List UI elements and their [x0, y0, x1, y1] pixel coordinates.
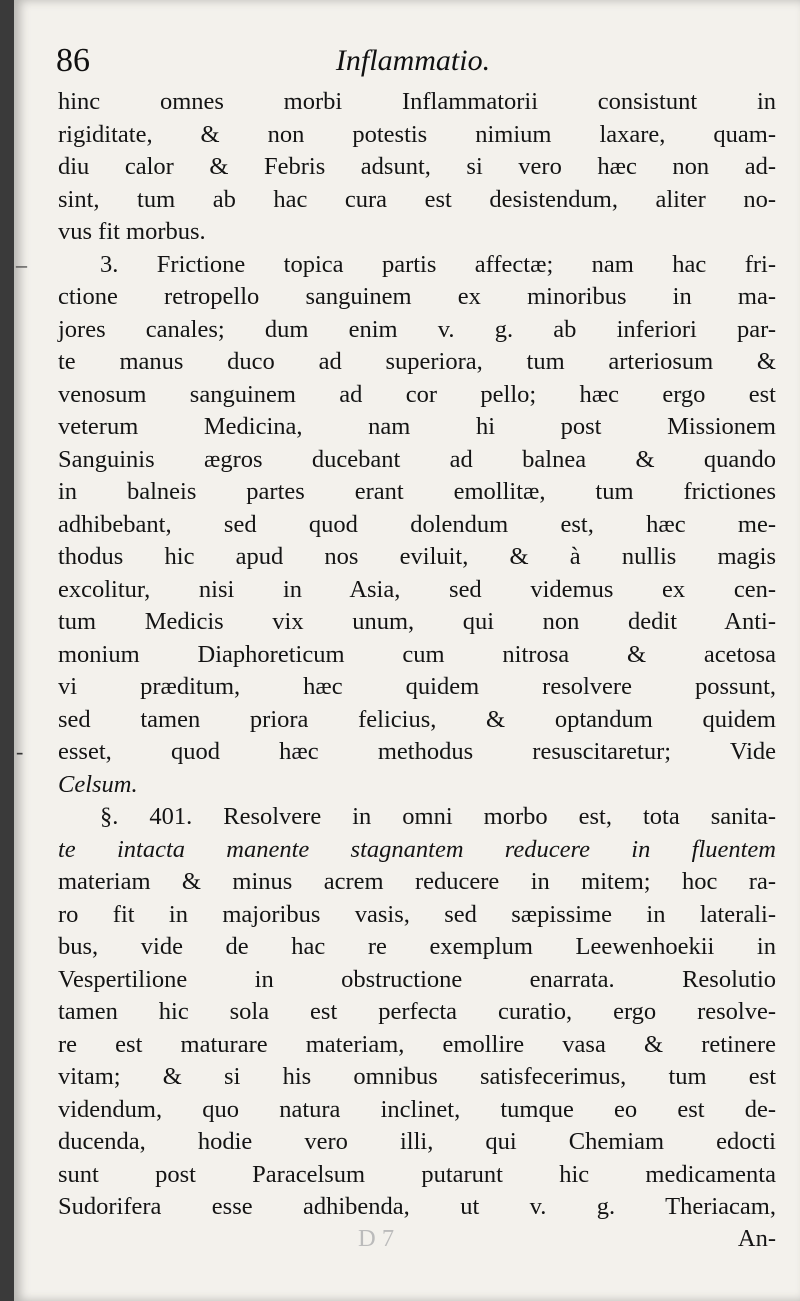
- text-line: Sanguinis ægros ducebant ad balnea & quando: [58, 445, 776, 473]
- running-title: Inflammatio.: [335, 44, 491, 77]
- text-line: jores canales; dum enim v. g. ab inferiori par-: [58, 315, 776, 343]
- text-line: in balneis partes erant emollitæ, tum frictiones: [58, 478, 776, 505]
- margin-mark: –: [16, 251, 27, 277]
- text-line: bus, vide de hac re exemplum Leewenhoekii in: [58, 933, 776, 960]
- text-line: sunt post Paracelsum putarunt hic medicamenta: [58, 1160, 776, 1188]
- text-line: veterum Medicina, nam hi post Missionem: [58, 413, 776, 440]
- text-line: diu calor & Febris adsunt, si vero hæc non ad-: [58, 153, 776, 180]
- text-line: excolitur, nisi in Asia, sed videmus ex cen-: [58, 575, 776, 603]
- text-line: materiam & minus acrem reducere in mitem; hoc ra-: [58, 868, 776, 895]
- book-page: [14, 0, 800, 1301]
- text-line: venosum sanguinem ad cor pello; hæc ergo est: [58, 380, 776, 408]
- text-line: rigiditate, & non potestis nimium laxare, quam-: [58, 120, 776, 148]
- text-line-content: 3. Frictione topica partis affectæ; nam hac fri-: [100, 250, 776, 278]
- margin-mark: -: [16, 739, 24, 764]
- text-line: te intacta manente stagnantem reducere in fluentem: [58, 835, 776, 863]
- text-line: Celsum.: [58, 770, 138, 798]
- catchword: An-: [737, 1225, 776, 1252]
- text-line: §. 401. Resolvere in omni morbo est, tota sanita-: [100, 803, 776, 830]
- text-line: [16, 736, 776, 769]
- text-line: hinc omnes morbi Inflammatorii consistunt in: [58, 88, 776, 115]
- text-line: tum Medicis vix unum, qui non dedit Anti-: [58, 608, 776, 635]
- text-line: re est maturare materiam, emollire vasa & retinere: [58, 1030, 776, 1058]
- text-line: vi præditum, hæc quidem resolvere possunt,: [58, 673, 776, 700]
- text-line-content: esset, quod hæc methodus resuscitaretur; Vide: [58, 738, 776, 765]
- text-line: vitam; & si his omnibus satisfecerimus, tum est: [58, 1063, 776, 1090]
- text-line: te manus duco ad superiora, tum arteriosum &: [58, 348, 776, 375]
- page-number: 86: [56, 42, 90, 79]
- text-line: sint, tum ab hac cura est desistendum, aliter no-: [58, 185, 776, 213]
- text-line: monium Diaphoreticum cum nitrosa & acetosa: [58, 640, 776, 668]
- text-line: adhibebant, sed quod dolendum est, hæc me-: [58, 510, 776, 538]
- page-footer: [58, 1225, 776, 1265]
- text-line: videndum, quo natura inclinet, tumque eo est de-: [58, 1095, 776, 1123]
- text-line: tamen hic sola est perfecta curatio, ergo resolve-: [58, 998, 776, 1025]
- text-line: Sudorifera esse adhibenda, ut v. g. Theriacam,: [58, 1193, 776, 1220]
- body-text: [16, 86, 776, 1224]
- text-line: ducenda, hodie vero illi, qui Chemiam edocti: [58, 1128, 776, 1155]
- text-line: [16, 249, 776, 282]
- text-line: ro fit in majoribus vasis, sed sæpissime in laterali-: [58, 900, 776, 928]
- signature-mark: D 7: [358, 1225, 395, 1252]
- text-line: sed tamen priora felicius, & optandum quidem: [58, 705, 776, 733]
- text-line: ctione retropello sanguinem ex minoribus in ma-: [58, 283, 776, 310]
- text-line: Vespertilione in obstructione enarrata. Resolutio: [58, 965, 776, 993]
- text-line: vus fit morbus.: [58, 218, 206, 245]
- text-line: thodus hic apud nos eviluit, & à nullis magis: [58, 543, 776, 570]
- page-header: [56, 42, 770, 92]
